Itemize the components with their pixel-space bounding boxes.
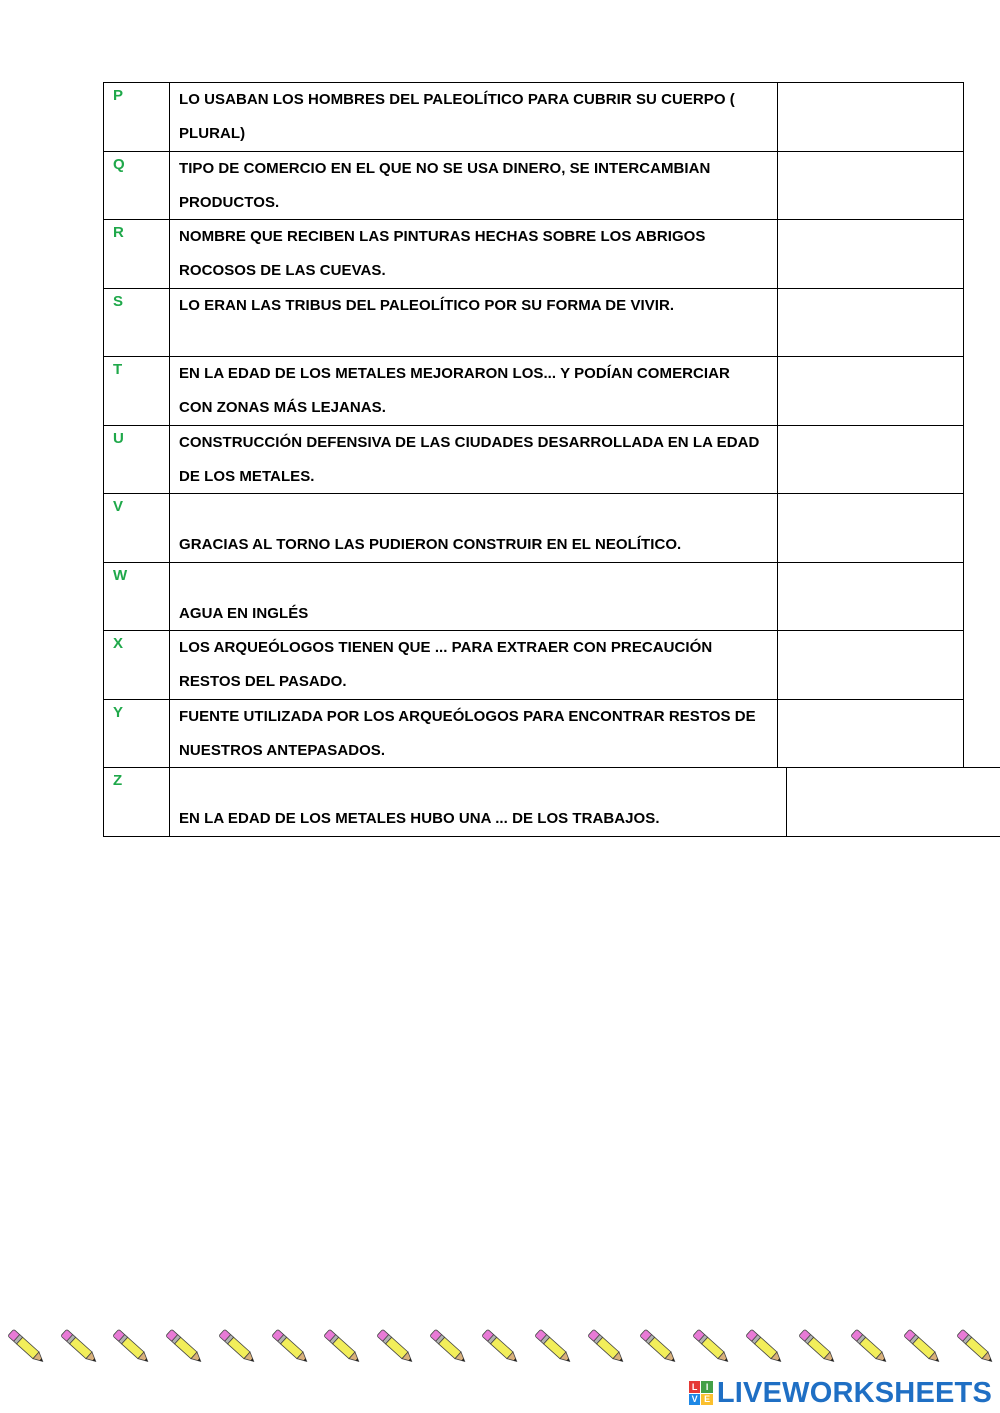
answer-box[interactable]: [777, 219, 964, 289]
pencil-icon: [687, 1322, 735, 1372]
answer-box[interactable]: [777, 562, 964, 632]
answer-box[interactable]: [777, 82, 964, 152]
row-letter: T: [103, 356, 170, 426]
logo-mark-letter: I: [701, 1381, 713, 1393]
row-letter: S: [103, 288, 170, 358]
row-letter: Z: [103, 767, 170, 837]
row-clue: LO USABAN LOS HOMBRES DEL PALEOLÍTICO PARA CUBRIR SU CUERPO ( PLURAL): [169, 82, 778, 152]
row-clue: CONSTRUCCIÓN DEFENSIVA DE LAS CIUDADES DESARROLLADA EN LA EDAD DE LOS METALES.: [169, 425, 778, 495]
answer-box[interactable]: [777, 288, 964, 358]
row-clue: LOS ARQUEÓLOGOS TIENEN QUE ... PARA EXTRAER CON PRECAUCIÓN RESTOS DEL PASADO.: [169, 630, 778, 700]
logo-text: LIVEWORKSHEETS: [716, 1376, 992, 1409]
row-clue: EN LA EDAD DE LOS METALES MEJORARON LOS... Y PODÍAN COMERCIAR CON ZONAS MÁS LEJANAS.: [169, 356, 778, 426]
pencil-icon: [424, 1322, 472, 1372]
answer-box[interactable]: [777, 493, 964, 563]
row-clue: FUENTE UTILIZADA POR LOS ARQUEÓLOGOS PARA ENCONTRAR RESTOS DE NUESTROS ANTEPASADOS.: [169, 699, 778, 769]
logo-mark-letter: L: [689, 1381, 701, 1393]
pencil-icon: [213, 1322, 261, 1372]
pencil-icon: [160, 1322, 208, 1372]
pencil-icon: [107, 1322, 155, 1372]
row-clue: LO ERAN LAS TRIBUS DEL PALEOLÍTICO POR SU FORMA DE VIVIR.: [169, 288, 778, 358]
row-letter: Q: [103, 151, 170, 221]
pencil-icon: [371, 1322, 419, 1372]
pencil-icon: [793, 1322, 841, 1372]
row-letter: X: [103, 630, 170, 700]
row-letter: P: [103, 82, 170, 152]
pencil-icon: [476, 1322, 524, 1372]
pencil-border: [0, 1322, 1000, 1372]
row-letter: V: [103, 493, 170, 563]
answer-box[interactable]: [777, 699, 964, 769]
row-clue: AGUA EN INGLÉS: [169, 562, 778, 632]
pencil-icon: [898, 1322, 946, 1372]
row-clue: TIPO DE COMERCIO EN EL QUE NO SE USA DINERO, SE INTERCAMBIAN PRODUCTOS.: [169, 151, 778, 221]
pencil-icon: [740, 1322, 788, 1372]
answer-box[interactable]: [786, 767, 1000, 837]
answer-box[interactable]: [777, 425, 964, 495]
logo-mark-letter: E: [701, 1394, 713, 1406]
logo-mark-icon: [689, 1381, 713, 1405]
row-letter: Y: [103, 699, 170, 769]
row-letter: R: [103, 219, 170, 289]
pencil-icon: [582, 1322, 630, 1372]
row-letter: U: [103, 425, 170, 495]
answer-box[interactable]: [777, 630, 964, 700]
pencil-icon: [266, 1322, 314, 1372]
row-clue: GRACIAS AL TORNO LAS PUDIERON CONSTRUIR EN EL NEOLÍTICO.: [169, 493, 778, 563]
pencil-icon: [845, 1322, 893, 1372]
pencil-icon: [951, 1322, 999, 1372]
row-letter: W: [103, 562, 170, 632]
logo-mark-letter: V: [689, 1394, 701, 1406]
answer-box[interactable]: [777, 151, 964, 221]
pencil-icon: [318, 1322, 366, 1372]
answer-box[interactable]: [777, 356, 964, 426]
liveworksheets-logo: [689, 1377, 992, 1409]
pencil-icon: [529, 1322, 577, 1372]
pencil-icon: [634, 1322, 682, 1372]
pencil-icon: [2, 1322, 50, 1372]
row-clue: NOMBRE QUE RECIBEN LAS PINTURAS HECHAS SOBRE LOS ABRIGOS ROCOSOS DE LAS CUEVAS.: [169, 219, 778, 289]
row-clue: EN LA EDAD DE LOS METALES HUBO UNA ... DE LOS TRABAJOS.: [169, 767, 787, 837]
pencil-icon: [55, 1322, 103, 1372]
